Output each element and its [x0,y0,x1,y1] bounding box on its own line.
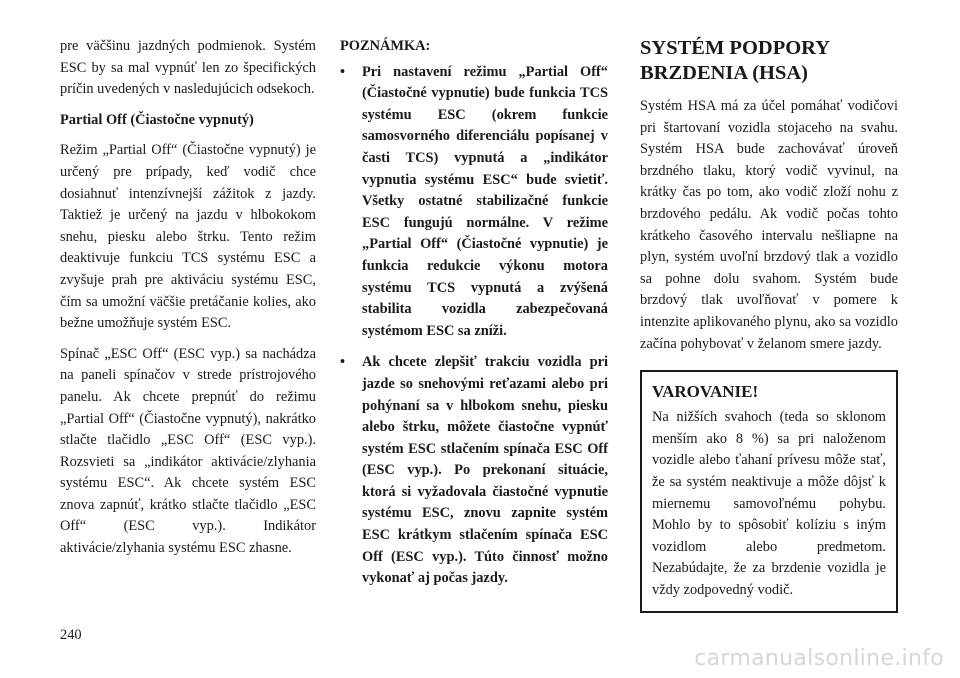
text-column-left [60,36,316,560]
section-heading-hsa: SYSTÉM PODPORY BRZDENIA (HSA) [640,37,830,84]
note-bullet-text: Pri nastavení režimu „Partial Off“ (Čiastočné vypnutie) bude funkcia TCS systému ESC (okrem funkcie samosvorného diferenciálu popísanej v časti TCS) vypnutá a „indikátor vypnutia systému ESC“ bude svietiť. Všetky ostatné stabilizačné funkcie ESC fungujú normálne. V režime „Partial Off“ (Čiastočné vypnutie) je funkcia redukcie výkonu motora systému TCS vypnutá a zvýšená stabilita vozidla zabezpečovaná systémom ESC sa zníži. [362,63,608,339]
watermark: carmanualsonline.info [694,646,944,671]
note-bullet-item [340,62,608,343]
paragraph-intro: pre väčšinu jazdných podmienok. Systém ESC by sa mal vypnúť len zo špecifických príčin uvedených v nasledujúcich odsekoch. [60,38,316,98]
text-column-middle [340,36,608,590]
warning-text: Na nižších svahoch (teda so sklonom menším ako 8 %) sa pri naloženom vozidle alebo ťahaní prívesu môže stať, že sa systém neaktivuje a môže dôjsť k miernemu samovoľnému pohybu. Mohlo by to spôsobiť kolíziu s iným vozidlom alebo predmetom. Nezabúdajte, že za brzdenie vozidla je vždy zodpovedný vodič. [652,409,886,598]
paragraph-hsa-description: Systém HSA má za účel pomáhať vodičovi pri štartovaní vozidla stojaceho na svahu. Systém HSA bude zachovávať úroveň brzdného tlaku, ktorý vodič vyvinul, na krátky čas po tom, ako vodič zloží nohu z brzdového pedálu. Ak vodič počas tohto krátkeho časového intervalu nešliapne na plyn, systém uvoľní brzdový tlak a vozidlo sa pohne dolu svahom. Systém bude brzdový tlak uvoľňovať v pomere k intenzite aplikovaného plynu, ako sa vozidlo začína pohybovať v želanom smere jazdy. [640,98,898,352]
warning-title: VAROVANIE! [652,382,759,402]
note-bullet-item [340,352,608,590]
bullet-icon: • [340,63,346,80]
note-bullet-list [340,62,608,590]
bullet-icon: • [340,354,346,371]
paragraph-partial-off-description: Režim „Partial Off“ (Čiastočne vypnutý) je určený pre prípady, keď vodič chce dosiahnuť intenzívnejší zážitok z jazdy. Taktiež je určený na jazdu v hlbokokom snehu, piesku alebo štrku. Tento režim deaktivuje funkciu TCS systému ESC a zvyšuje prah pre aktiváciu systému ESC, čím sa umožní väčšie pretáčanie kolies, ako bežne umožňuje systém ESC. [60,142,316,332]
paragraph-esc-off-switch: Spínač „ESC Off“ (ESC vyp.) sa nachádza na paneli spínačov v strede prístrojového panelu. Ak chcete prepnúť do režimu „Partial Off“ (Čiastočne vypnutý), nakrátko stlačte tlačidlo „ESC Off“ (ESC vyp.). Rozsvieti sa „indikátor aktivácie/zlyhania systému ESC“. Ak chcete systém ESC znova zapnúť, krátko stlačte tlačidlo „ESC Off“ (ESC vyp.). Indikátor aktivácie/zlyhania systému ESC zhasne. [60,345,316,557]
subheading-partial-off: Partial Off (Čiastočne vypnutý) [60,111,254,128]
warning-box [640,370,898,613]
page-number: 240 [60,627,82,643]
note-bullet-text: Ak chcete zlepšiť trakciu vozidla pri jazde so snehovými reťazami alebo pri pohýnaní sa v hlbokom snehu, piesku alebo štrku, môžete čiastočne vypnúť systém ESC stlačením spínača ESC Off (ESC vyp.). Po prekonaní situácie, ktorá si vyžadovala čiastočné vypnutie systému ESC, znovu zapnite systém ESC krátkym stlačením spínača ESC Off (ESC vyp.). Túto činnosť možno vykonať aj počas jazdy. [362,354,608,587]
note-title: POZNÁMKA: [340,38,431,54]
text-column-right [640,36,898,613]
